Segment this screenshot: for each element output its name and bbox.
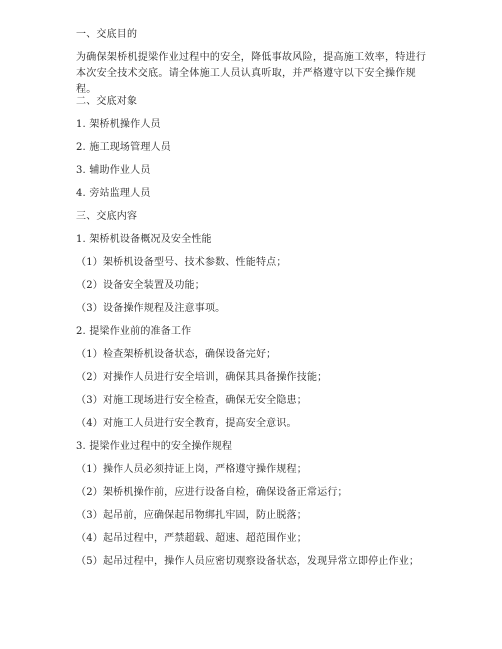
subsection-title: 1. 架桥机设备概况及安全性能 [76, 234, 212, 245]
subsection-title: 3. 提梁作业过程中的安全操作规程 [76, 441, 233, 452]
subsection-title: 2. 提梁作业前的准备工作 [76, 326, 192, 337]
list-item: （3）对施工现场进行安全检查，确保无安全隐患； [76, 395, 307, 406]
purpose-paragraph: 为确保架桥机提梁作业过程中的安全，降低事故风险，提高施工效率，特进行本次安全技术交底。请全体施工人员认真听取，并严格遵守以下安全操作规程。 [76, 52, 427, 95]
audience-item: 3. 辅助作业人员 [76, 165, 151, 176]
list-item: （1）检查架桥机设备状态，确保设备完好； [76, 349, 277, 360]
list-item: （2）对操作人员进行安全培训，确保其具备操作技能； [76, 372, 328, 383]
section-heading-purpose: 一、交底目的 [76, 29, 138, 40]
list-item: （3）起吊前，应确保起吊物绑扎牢固，防止脱落； [76, 510, 307, 521]
list-item: （1）操作人员必须持证上岗，严格遵守操作规程； [76, 464, 307, 475]
list-item: （5）起吊过程中，操作人员应密切观察设备状态，发现异常立即停止作业； [76, 556, 420, 567]
list-item: （4）对施工人员进行安全教育，提高安全意识。 [76, 418, 297, 429]
list-item: （2）设备安全装置及功能； [76, 280, 205, 291]
list-item: （2）架桥机操作前，应进行设备自检，确保设备正常运行； [76, 487, 348, 498]
section-heading-audience: 二、交底对象 [76, 96, 138, 107]
list-item: （1）架桥机设备型号、技术参数、性能特点； [76, 257, 287, 268]
list-item: （4）起吊过程中，严禁超载、超速、超范围作业； [76, 533, 307, 544]
audience-item: 4. 旁站监理人员 [76, 188, 151, 199]
section-heading-content: 三、交底内容 [76, 211, 138, 222]
audience-item: 1. 架桥机操作人员 [76, 119, 161, 130]
list-item: （3）设备操作规程及注意事项。 [76, 303, 226, 314]
audience-item: 2. 施工现场管理人员 [76, 142, 171, 153]
